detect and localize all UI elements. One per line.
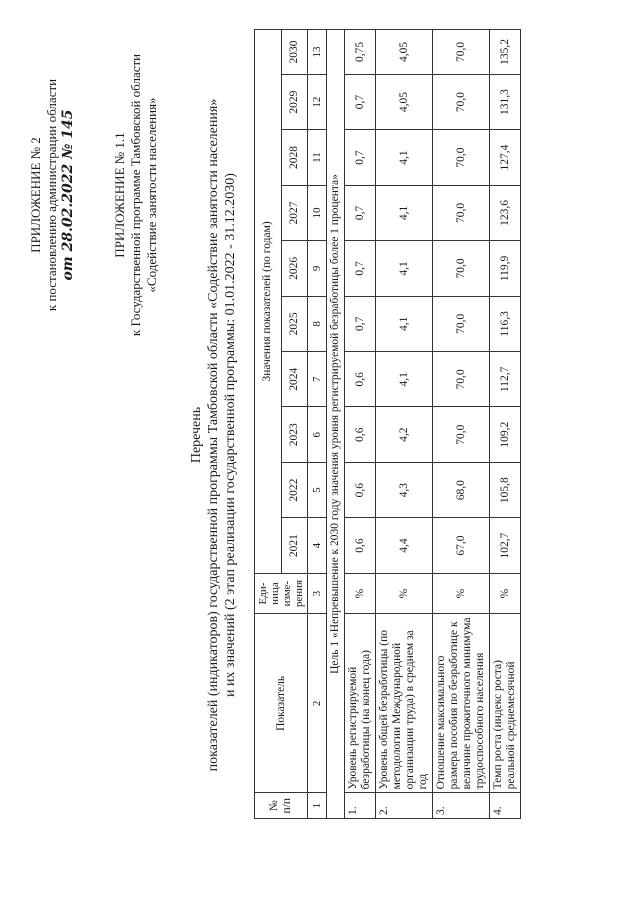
title-line-1: Перечень bbox=[189, 406, 204, 464]
column-index-cell: 5 bbox=[308, 462, 327, 517]
annex-1-1-title: ПРИЛОЖЕНИЕ № 1.1 bbox=[112, 132, 127, 258]
column-index-cell: 4 bbox=[308, 518, 327, 573]
header-year-2025: 2025 bbox=[281, 296, 308, 351]
annex-2-reference: к постановлению администрации области bbox=[44, 78, 59, 312]
value-cell: 135,2 bbox=[490, 30, 521, 75]
value-cell: 70,0 bbox=[433, 241, 490, 296]
value-cell: 4,1 bbox=[376, 296, 433, 351]
column-index-cell: 8 bbox=[308, 296, 327, 351]
value-cell: 0,6 bbox=[345, 407, 376, 462]
header-year-2022: 2022 bbox=[281, 462, 308, 517]
value-cell: 0,6 bbox=[345, 518, 376, 573]
value-cell: 0,7 bbox=[345, 74, 376, 129]
value-cell: 0,75 bbox=[345, 30, 376, 75]
header-year-2026: 2026 bbox=[281, 241, 308, 296]
value-cell: 4,1 bbox=[376, 130, 433, 185]
value-cell: 4,1 bbox=[376, 352, 433, 407]
indicator-name: Уровень регистрируемой безработицы (на конец года) bbox=[345, 614, 376, 793]
document-title bbox=[188, 65, 239, 805]
table-row bbox=[490, 30, 521, 819]
header-values-group: Значения показателей (по годам) bbox=[255, 30, 282, 574]
column-index-cell: 12 bbox=[308, 74, 327, 129]
value-cell: 4,05 bbox=[376, 30, 433, 75]
value-cell: 70,0 bbox=[433, 185, 490, 240]
value-cell: 68,0 bbox=[433, 462, 490, 517]
header-year-2029: 2029 bbox=[281, 74, 308, 129]
column-index-cell: 9 bbox=[308, 241, 327, 296]
annex-2-title: ПРИЛОЖЕНИЕ № 2 bbox=[28, 137, 43, 253]
value-cell: 70,0 bbox=[433, 352, 490, 407]
value-cell: 0,7 bbox=[345, 130, 376, 185]
value-cell: 4,1 bbox=[376, 185, 433, 240]
value-cell: 70,0 bbox=[433, 30, 490, 75]
column-index-cell: 13 bbox=[308, 30, 327, 75]
column-index-cell: 3 bbox=[308, 573, 327, 614]
unit-cell: % bbox=[433, 573, 490, 614]
row-number: 3. bbox=[433, 793, 490, 819]
column-index-row bbox=[308, 30, 327, 819]
header-indicator: Показатель bbox=[255, 614, 308, 793]
header-row-1 bbox=[255, 30, 282, 819]
table-row bbox=[433, 30, 490, 819]
decree-date-number: от 28.02.2022 № 145 bbox=[60, 109, 76, 281]
table-row bbox=[376, 30, 433, 819]
header-year-2024: 2024 bbox=[281, 352, 308, 407]
value-cell: 112,7 bbox=[490, 352, 521, 407]
annex-1-1-reference: к Государственной программе Тамбовской области bbox=[128, 53, 143, 337]
unit-cell: % bbox=[376, 573, 433, 614]
value-cell: 70,0 bbox=[433, 74, 490, 129]
value-cell: 0,7 bbox=[345, 241, 376, 296]
value-cell: 105,8 bbox=[490, 462, 521, 517]
value-cell: 127,4 bbox=[490, 130, 521, 185]
header-year-2021: 2021 bbox=[281, 518, 308, 573]
row-number: 1. bbox=[345, 793, 376, 819]
column-index-cell: 10 bbox=[308, 185, 327, 240]
column-index-cell: 6 bbox=[308, 407, 327, 462]
indicator-name: Отношение максимального размера пособия по безработице к величине прожиточного минимума трудоспособного населения bbox=[433, 614, 490, 793]
indicator-name: Темп роста (индекс роста) реальной среднемесячной bbox=[490, 614, 521, 793]
table-row bbox=[345, 30, 376, 819]
column-index-cell: 11 bbox=[308, 130, 327, 185]
value-cell: 4,2 bbox=[376, 407, 433, 462]
value-cell: 4,05 bbox=[376, 74, 433, 129]
value-cell: 0,7 bbox=[345, 296, 376, 351]
header-year-2028: 2028 bbox=[281, 130, 308, 185]
value-cell: 4,3 bbox=[376, 462, 433, 517]
table-body bbox=[327, 30, 521, 819]
header-num: № п/п bbox=[255, 793, 308, 819]
title-line-2: показателей (индикаторов) государственной программы Тамбовской области «Содействие занятости населения» bbox=[206, 98, 221, 772]
program-name: «Содействие занятости населения» bbox=[144, 97, 159, 293]
value-cell: 70,0 bbox=[433, 130, 490, 185]
indicator-name: Уровень общей безработицы (по методологии Международной организации труда) в среднем за год bbox=[376, 614, 433, 793]
row-number: 4. bbox=[490, 793, 521, 819]
header-unit: Еди-ница изме-рения bbox=[255, 573, 308, 614]
value-cell: 102,7 bbox=[490, 518, 521, 573]
column-index-cell: 1 bbox=[308, 793, 327, 819]
annex-2-header bbox=[28, 30, 76, 360]
unit-cell: % bbox=[345, 573, 376, 614]
value-cell: 70,0 bbox=[433, 407, 490, 462]
value-cell: 4,4 bbox=[376, 518, 433, 573]
value-cell: 116,3 bbox=[490, 296, 521, 351]
value-cell: 67,0 bbox=[433, 518, 490, 573]
value-cell: 0,6 bbox=[345, 462, 376, 517]
column-index-cell: 2 bbox=[308, 614, 327, 793]
annex-1-1-header bbox=[112, 30, 160, 360]
unit-cell: % bbox=[490, 573, 521, 614]
value-cell: 119,9 bbox=[490, 241, 521, 296]
value-cell: 123,6 bbox=[490, 185, 521, 240]
goal-row bbox=[327, 30, 345, 819]
title-line-3: и их значений (2 этап реализации государственной программы: 01.01.2022 - 31.12.2030) bbox=[223, 173, 238, 697]
goal-1-label: Цель 1 «Непревышение к 2030 году значения уровня регистрируемой безработицы более 1 процента» bbox=[327, 30, 345, 819]
row-number: 2. bbox=[376, 793, 433, 819]
value-cell: 131,3 bbox=[490, 74, 521, 129]
column-index-cell: 7 bbox=[308, 352, 327, 407]
header-year-2030: 2030 bbox=[281, 30, 308, 75]
value-cell: 0,7 bbox=[345, 185, 376, 240]
header-year-2023: 2023 bbox=[281, 407, 308, 462]
value-cell: 0,6 bbox=[345, 352, 376, 407]
header-year-2027: 2027 bbox=[281, 185, 308, 240]
value-cell: 109,2 bbox=[490, 407, 521, 462]
indicators-table bbox=[254, 29, 521, 819]
value-cell: 70,0 bbox=[433, 296, 490, 351]
value-cell: 4,1 bbox=[376, 241, 433, 296]
